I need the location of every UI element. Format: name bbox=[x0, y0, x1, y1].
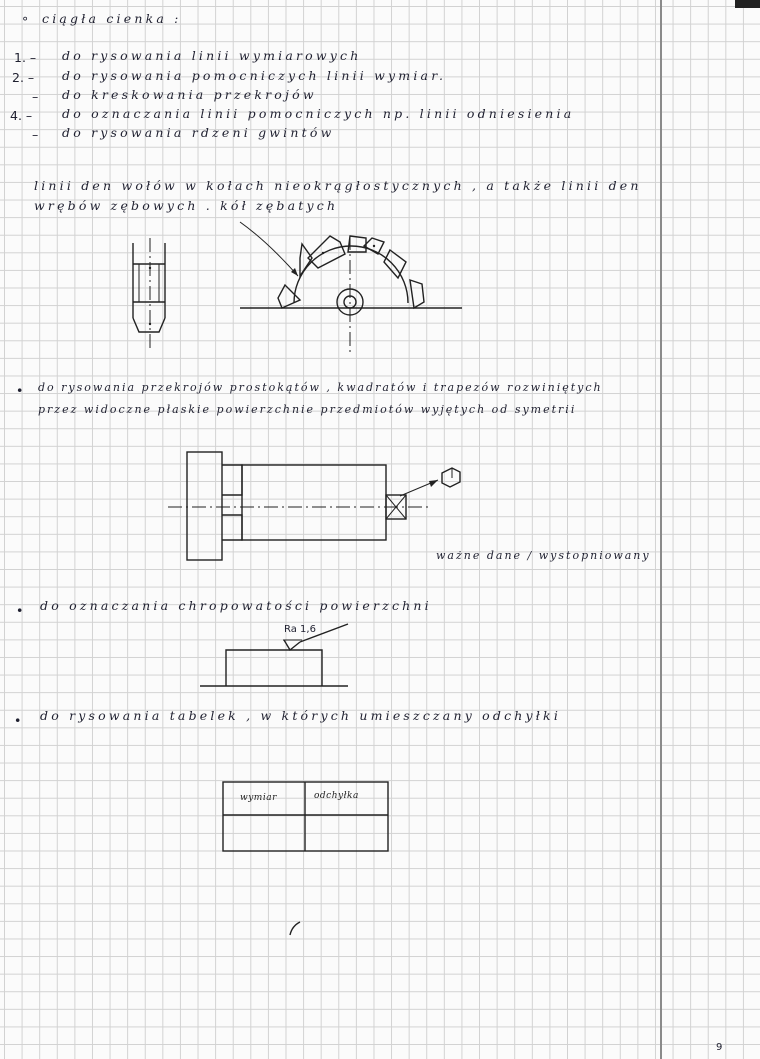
list-item-1: do rysowania linii wymiarowych bbox=[62, 48, 362, 63]
para1-line2: wrębów zębowych . kół zębatych bbox=[34, 198, 339, 213]
bullet4-text: do rysowania tabelek , w których umieszczany odchyłki bbox=[40, 708, 562, 723]
para1-line1: linii den wołów w kołach nieokrągłostycznych , a także linii den bbox=[34, 178, 642, 193]
list-marker-4: 4. – bbox=[10, 108, 33, 123]
bullet2-marker: • bbox=[16, 383, 24, 398]
page-number: 9 bbox=[716, 1042, 723, 1053]
bullet3-marker: • bbox=[16, 603, 24, 618]
bullet2-line2: przez widoczne płaskie powierzchnie przedmiotów wyjętych od symetrii bbox=[38, 403, 577, 416]
bullet2-line1: do rysowania przekrojów prostokątów , kwadratów i trapezów rozwiniętych bbox=[38, 381, 603, 394]
table-header-odchylka: odchyłka bbox=[314, 791, 359, 801]
list-item-4: do oznaczania linii pomocniczych np. linii odniesienia bbox=[62, 106, 575, 121]
stepped-shaft-drawing bbox=[168, 452, 460, 560]
shaft-section-drawing bbox=[133, 238, 165, 352]
deviation-table bbox=[223, 782, 388, 851]
list-item-3: do kreskowania przekrojów bbox=[62, 87, 317, 102]
roughness-label: Ra 1,6 bbox=[284, 624, 316, 635]
header-text: ciągła cienka : bbox=[42, 11, 182, 26]
bullet4-marker: • bbox=[14, 713, 22, 728]
list-marker-5: – bbox=[32, 127, 39, 142]
list-item-2: do rysowania pomocniczych linii wymiar. bbox=[62, 68, 447, 83]
list-marker-1: 1. – bbox=[14, 50, 37, 65]
stray-mark bbox=[290, 922, 300, 935]
list-marker-2: 2. – bbox=[12, 70, 35, 85]
list-marker-3: – bbox=[32, 89, 39, 104]
annotation-flat: ważne dane / wystopniowany bbox=[436, 549, 651, 562]
bullet3-text: do oznaczania chropowatości powierzchni bbox=[40, 598, 432, 613]
header-bullet: ° bbox=[22, 14, 29, 29]
gear-drawing bbox=[240, 222, 462, 354]
table-header-wymiar: wymiar bbox=[240, 793, 277, 803]
roughness-symbol-drawing bbox=[200, 624, 348, 686]
list-item-5: do rysowania rdzeni gwintów bbox=[62, 125, 335, 140]
